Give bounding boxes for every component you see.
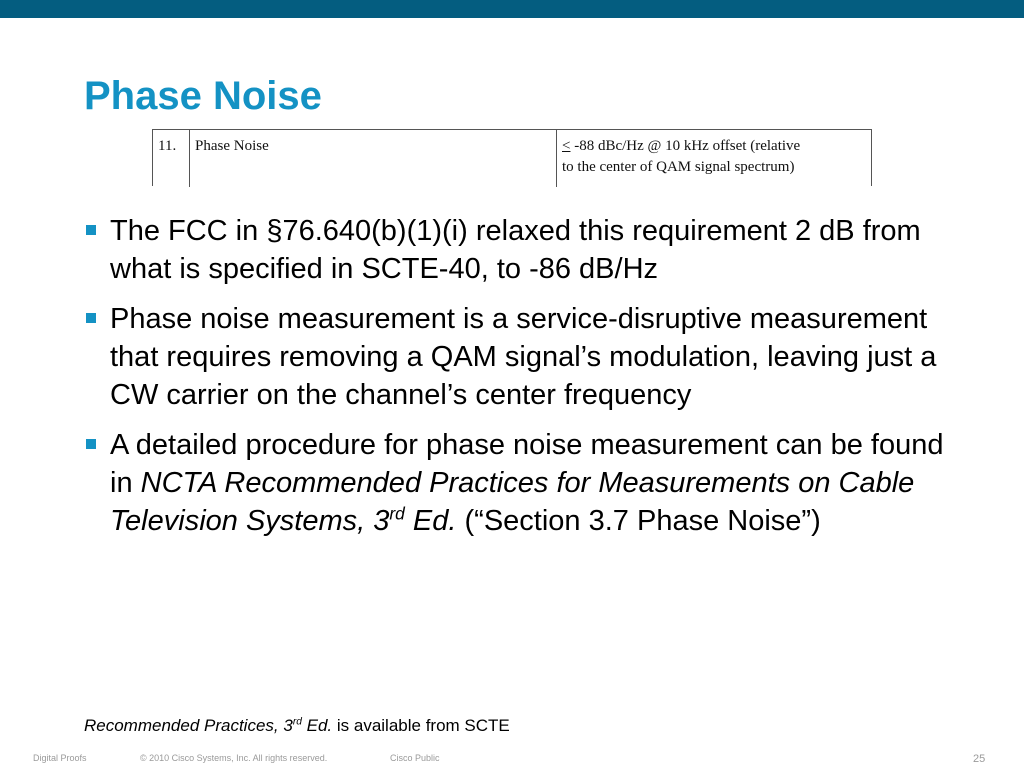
footer-classification: Cisco Public [390, 753, 440, 763]
footer-copyright: © 2010 Cisco Systems, Inc. All rights reserved. [140, 753, 328, 763]
square-bullet-icon [86, 225, 96, 235]
spec-table-requirement-cell [557, 130, 871, 187]
slide-title: Phase Noise [84, 74, 322, 118]
bullet-list [84, 212, 964, 552]
spec-table [152, 129, 872, 186]
bullet-item [84, 300, 964, 414]
less-or-equal-symbol: < [562, 138, 571, 154]
footer-left-label: Digital Proofs [33, 753, 87, 763]
spec-table-number-cell: 11. [153, 130, 190, 187]
top-accent-bar [0, 0, 1024, 18]
footnote-superscript: rd [292, 716, 302, 728]
bullet-text-before: A detailed procedure for phase noise measurement can be found in [110, 429, 944, 499]
page-number: 25 [973, 753, 986, 765]
footnote [84, 714, 510, 738]
footnote-title [84, 716, 332, 735]
bullet-text-after: (“Section 3.7 Phase Noise”) [456, 505, 821, 537]
book-title-text: NCTA Recommended Practices for Measurements on Cable Television Systems, 3 [110, 467, 915, 537]
footnote-edition: Ed. [301, 716, 333, 735]
spec-table-parameter-cell: Phase Noise [190, 130, 557, 187]
bullet-item [84, 212, 964, 288]
footnote-text-after: is available from SCTE [332, 716, 510, 735]
bullet-text: Phase noise measurement is a service-disruptive measurement that requires removing a QAM signal’s modulation, leaving just a CW carrier on the channel’s center frequency [110, 303, 937, 411]
bullet-text: The FCC in §76.640(b)(1)(i) relaxed this requirement 2 dB from what is specified in SCTE-40, to -86 dB/Hz [110, 215, 921, 285]
requirement-line-1: -88 dBc/Hz @ 10 kHz offset (relative [570, 138, 801, 154]
footnote-title-text: Recommended Practices, 3 [84, 716, 293, 735]
bullet-item [84, 426, 964, 540]
requirement-line-2: to the center of QAM signal spectrum) [562, 159, 795, 175]
book-edition: Ed. [404, 505, 457, 537]
square-bullet-icon [86, 313, 96, 323]
ordinal-superscript: rd [389, 503, 405, 524]
square-bullet-icon [86, 439, 96, 449]
footer [0, 750, 1024, 768]
